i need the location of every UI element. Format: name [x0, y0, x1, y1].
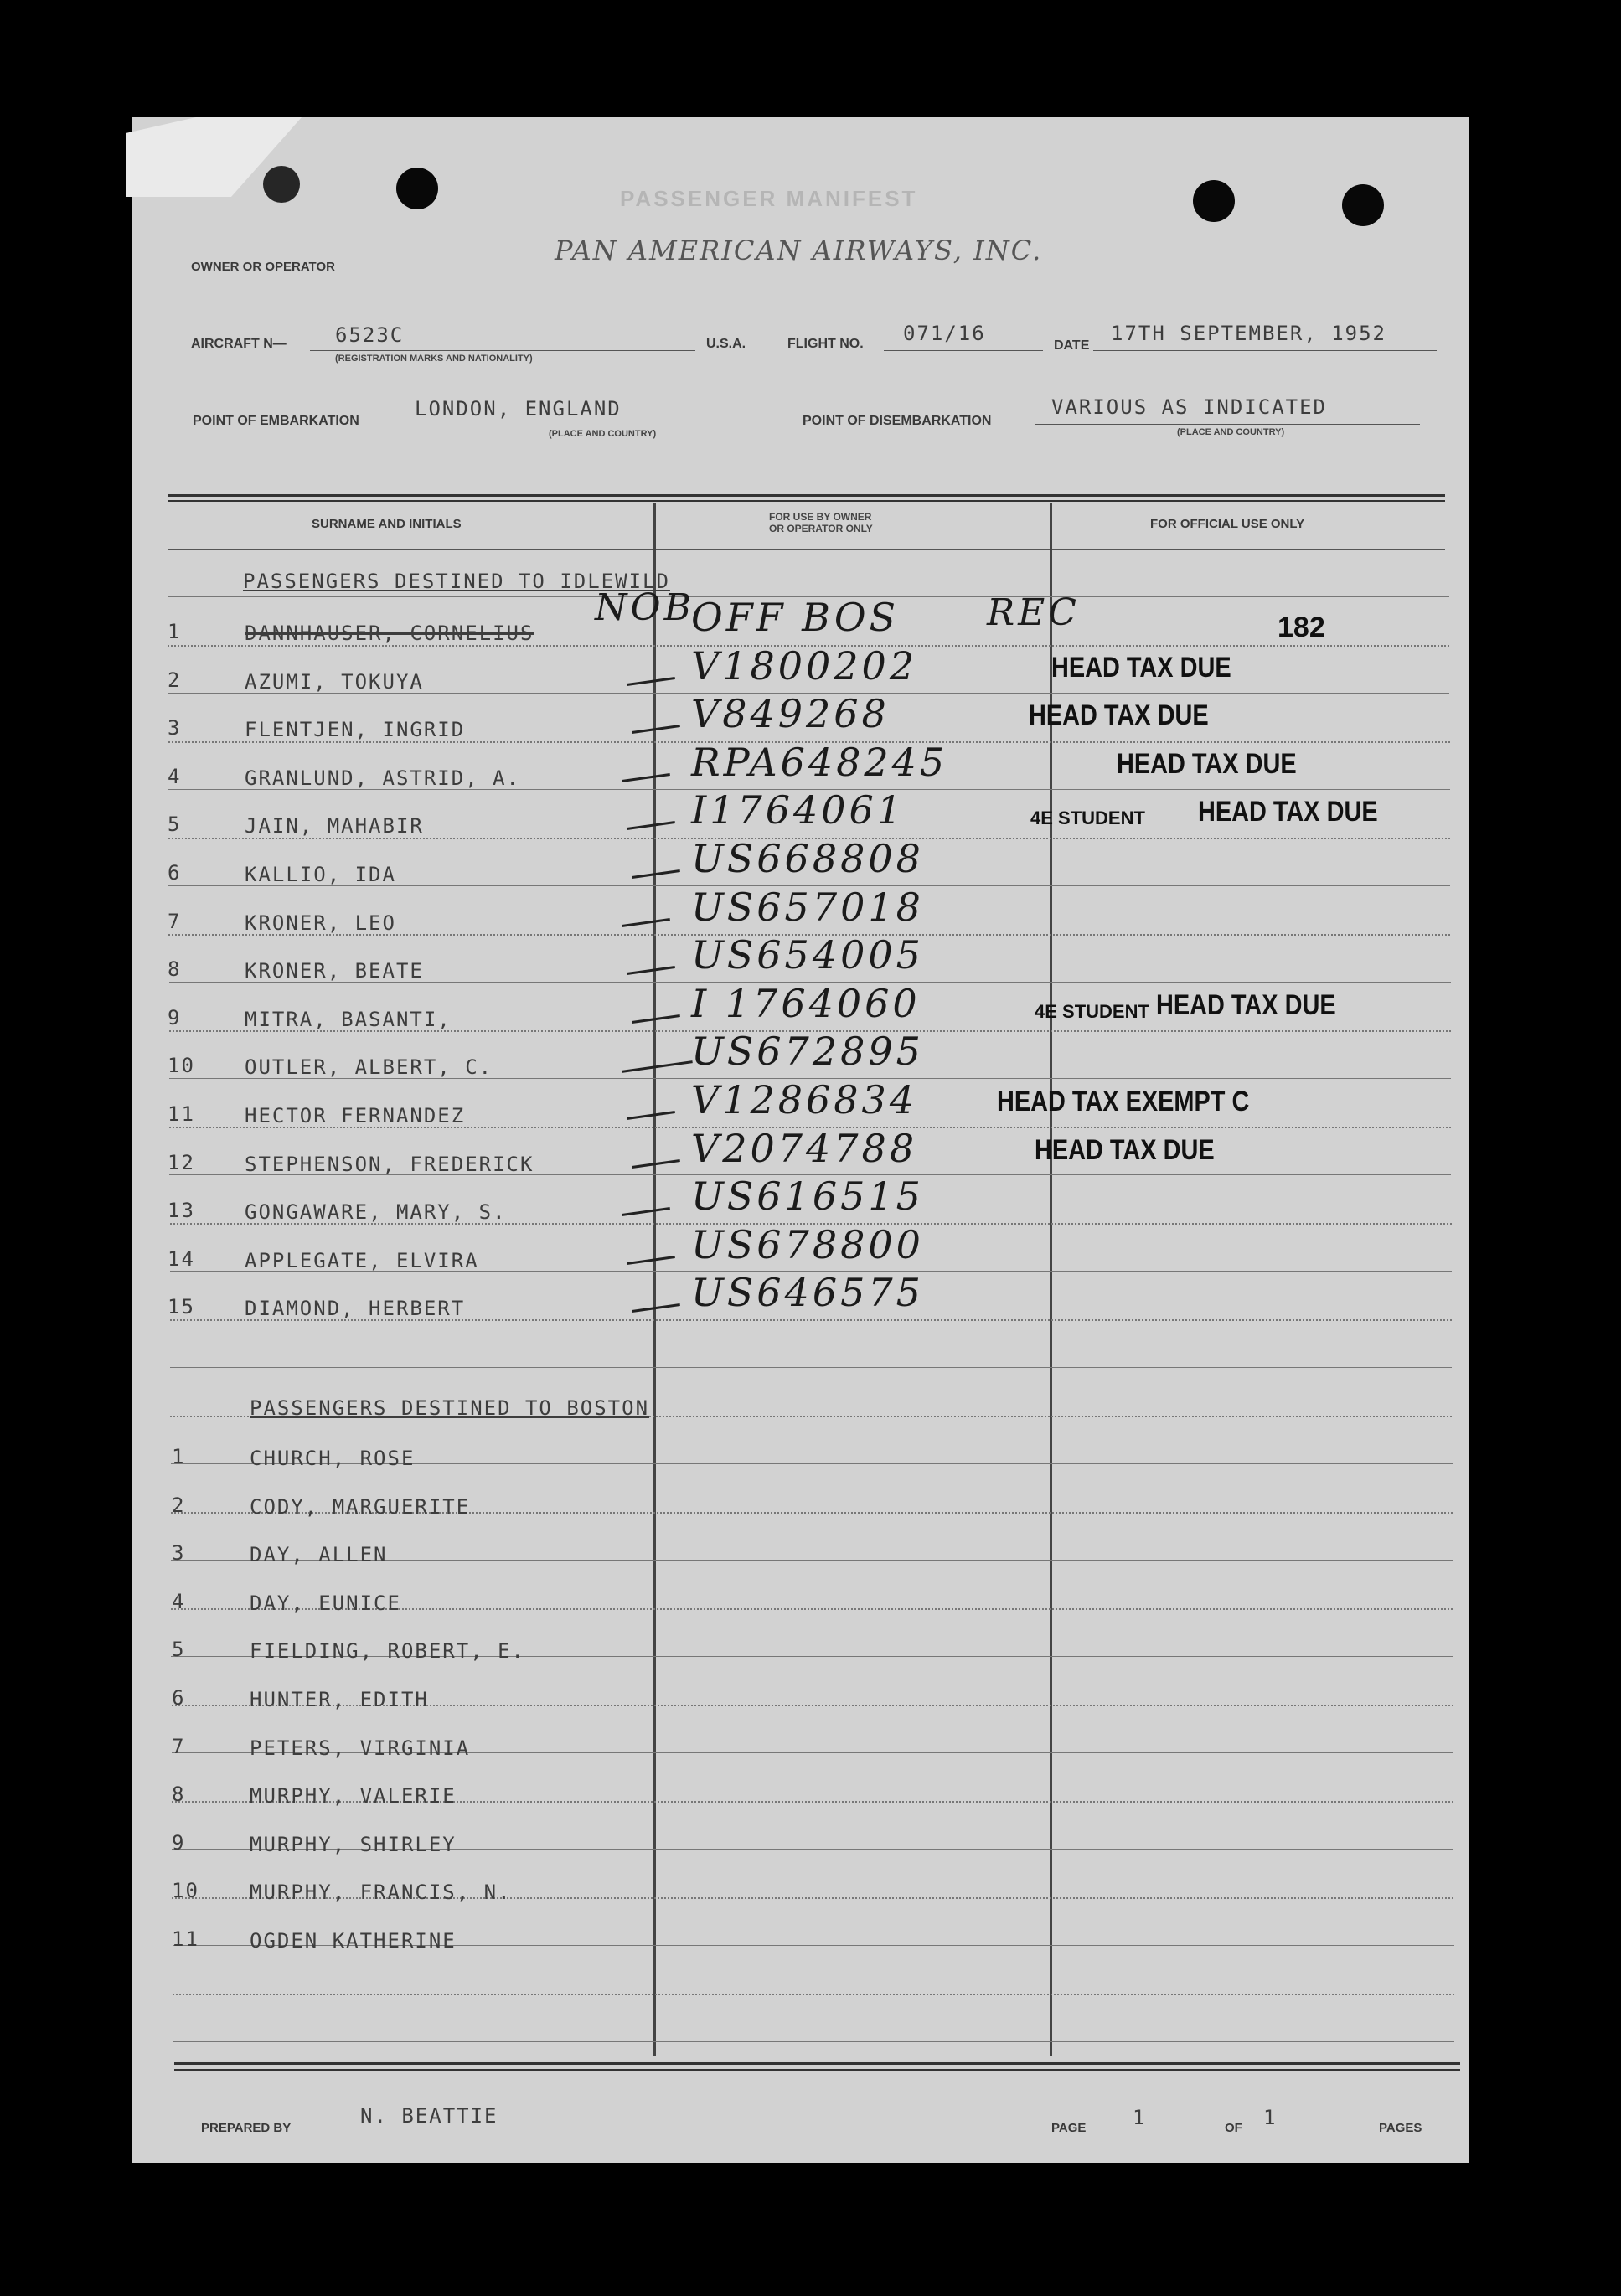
row-rule: [170, 1367, 1452, 1368]
embark-label: POINT OF EMBARKATION: [193, 414, 359, 428]
document-number: V1286834: [691, 1077, 918, 1122]
embark-sub: (PLACE AND COUNTRY): [549, 429, 657, 439]
passenger-name: OGDEN KATHERINE: [250, 1929, 457, 1953]
passenger-name: DANNHAUSER, CORNELIUS: [245, 622, 534, 645]
passenger-name: FLENTJEN, INGRID: [245, 718, 466, 741]
passenger-name: FIELDING, ROBERT, E.: [250, 1639, 525, 1663]
page-value: 1: [1133, 2106, 1147, 2129]
passenger-name: PETERS, VIRGINIA: [250, 1736, 471, 1760]
row-number: 4: [168, 765, 182, 788]
column-header-name: SURNAME AND INITIALS: [312, 517, 462, 531]
table-bottom-rule: [174, 2069, 1460, 2071]
punch-hole: [1193, 180, 1235, 222]
handwritten-mark: REC: [987, 591, 1080, 634]
punch-hole: [263, 166, 300, 203]
of-label: OF: [1225, 2121, 1242, 2135]
date-value: 17TH SEPTEMBER, 1952: [1111, 322, 1386, 345]
passenger-name: KALLIO, IDA: [245, 863, 396, 886]
handwritten-note: NOB: [595, 586, 694, 629]
row-rule: [173, 1994, 1454, 1995]
row-number: 7: [168, 910, 182, 933]
official-note: HEAD TAX DUE: [1029, 699, 1209, 731]
passenger-name: KRONER, BEATE: [245, 959, 424, 983]
row-number: 15: [168, 1295, 195, 1318]
column-divider: [1050, 503, 1052, 2056]
page-label: PAGE: [1051, 2121, 1087, 2135]
aircraft-value: 6523C: [335, 323, 405, 347]
passenger-name: MURPHY, VALERIE: [250, 1784, 457, 1808]
table-bottom-rule: [174, 2062, 1460, 2065]
passenger-name: APPLEGATE, ELVIRA: [245, 1249, 479, 1272]
row-number: 4: [172, 1590, 186, 1613]
owner-label: OWNER OR OPERATOR: [191, 260, 335, 274]
aircraft-sub: (REGISTRATION MARKS AND NATIONALITY): [335, 353, 533, 364]
row-number: 14: [168, 1247, 195, 1271]
prepared-value: N. BEATTIE: [360, 2104, 498, 2128]
passenger-name: OUTLER, ALBERT, C.: [245, 1055, 493, 1079]
passenger-name: AZUMI, TOKUYA: [245, 670, 424, 694]
column-header-owner: FOR USE BY OWNER: [769, 511, 872, 523]
section-heading: PASSENGERS DESTINED TO IDLEWILD: [243, 570, 670, 593]
official-note: HEAD TAX DUE: [1198, 796, 1378, 828]
document-number: I1764061: [691, 787, 906, 833]
row-rule: [173, 2041, 1454, 2042]
row-number: 12: [168, 1151, 195, 1174]
official-prefix: 4E STUDENT: [1030, 807, 1145, 828]
passenger-name: MITRA, BASANTI,: [245, 1008, 452, 1031]
passenger-name: MURPHY, FRANCIS, N.: [250, 1881, 512, 1904]
table-top-rule: [168, 494, 1445, 497]
row-number: 1: [172, 1445, 186, 1468]
document-number: US657018: [691, 885, 924, 930]
document-number: US616515: [691, 1174, 924, 1219]
row-number: 11: [168, 1102, 195, 1126]
document-number: US678800: [691, 1222, 924, 1267]
document-number: US668808: [691, 836, 924, 881]
row-number: 9: [172, 1831, 186, 1855]
row-number: 10: [168, 1054, 195, 1077]
document-number: US654005: [691, 932, 924, 978]
row-number: 3: [172, 1541, 186, 1565]
document-number: US672895: [691, 1029, 924, 1074]
disembark-value: VARIOUS AS INDICATED: [1051, 395, 1327, 419]
row-number: 7: [172, 1735, 186, 1758]
embark-value: LONDON, ENGLAND: [415, 397, 622, 421]
column-header-owner-2: OR OPERATOR ONLY: [769, 523, 873, 534]
usa-label: U.S.A.: [706, 337, 746, 351]
passenger-name: CHURCH, ROSE: [250, 1447, 416, 1470]
flight-value: 071/16: [903, 322, 986, 345]
row-number: 3: [168, 716, 182, 740]
pages-label: PAGES: [1379, 2121, 1422, 2135]
official-note: HEAD TAX EXEMPT C: [997, 1086, 1250, 1117]
passenger-name: HECTOR FERNANDEZ: [245, 1104, 466, 1127]
passenger-name: DIAMOND, HERBERT: [245, 1297, 466, 1320]
passenger-name: DAY, EUNICE: [250, 1592, 401, 1615]
row-number: 5: [172, 1638, 186, 1661]
document-number: US646575: [691, 1270, 924, 1315]
punch-hole: [1342, 184, 1384, 226]
passenger-name: DAY, ALLEN: [250, 1543, 388, 1566]
document-number: V2074788: [691, 1126, 918, 1171]
row-number: 8: [172, 1783, 186, 1806]
passenger-name: CODY, MARGUERITE: [250, 1495, 471, 1519]
underline: [884, 350, 1043, 351]
document-number: V849268: [691, 691, 890, 736]
document-number: RPA648245: [691, 740, 948, 785]
airline-name: PAN AMERICAN AIRWAYS, INC.: [555, 235, 1043, 266]
passenger-name: KRONER, LEO: [245, 911, 396, 935]
underline: [1035, 424, 1420, 425]
row-number: 9: [168, 1006, 182, 1029]
row-number: 6: [168, 861, 182, 885]
official-note: HEAD TAX DUE: [1051, 652, 1231, 684]
disembark-sub: (PLACE AND COUNTRY): [1177, 427, 1285, 437]
official-prefix: 4E STUDENT: [1035, 1001, 1149, 1022]
section-heading: PASSENGERS DESTINED TO BOSTON: [250, 1396, 650, 1420]
prepared-label: PREPARED BY: [201, 2121, 292, 2135]
row-number: 1: [168, 620, 182, 643]
disembark-label: POINT OF DISEMBARKATION: [803, 414, 992, 428]
official-note: HEAD TAX DUE: [1117, 748, 1297, 780]
document-number: I 1764060: [691, 981, 921, 1026]
punch-hole: [396, 168, 438, 209]
document-number: V1800202: [691, 643, 918, 689]
passenger-name: GRANLUND, ASTRID, A.: [245, 766, 520, 790]
row-number: 10: [172, 1879, 199, 1902]
column-header-official: FOR OFFICIAL USE ONLY: [1150, 517, 1305, 531]
passenger-name: JAIN, MAHABIR: [245, 814, 424, 838]
official-note: HEAD TAX DUE: [1156, 989, 1336, 1021]
table-top-rule: [168, 500, 1445, 502]
passenger-name: HUNTER, EDITH: [250, 1688, 429, 1711]
passenger-name: MURPHY, SHIRLEY: [250, 1833, 457, 1856]
underline: [1093, 350, 1437, 351]
row-number: 8: [168, 957, 182, 981]
row-number: 5: [168, 813, 182, 836]
document-number: OFF BOS: [691, 595, 900, 640]
passenger-name: STEPHENSON, FREDERICK: [245, 1153, 534, 1176]
flight-label: FLIGHT NO.: [787, 337, 864, 351]
row-number: 13: [168, 1199, 195, 1222]
row-number: 6: [172, 1686, 186, 1710]
row-number: 2: [172, 1494, 186, 1517]
column-divider: [653, 503, 656, 2056]
aircraft-label: AIRCRAFT N—: [191, 337, 287, 351]
date-label: DATE: [1054, 338, 1090, 353]
underline: [310, 350, 695, 351]
official-note: HEAD TAX DUE: [1035, 1134, 1215, 1166]
page-count: 182: [1278, 611, 1325, 643]
of-value: 1: [1263, 2106, 1278, 2129]
row-number: 2: [168, 668, 182, 692]
header-rule: [168, 549, 1445, 550]
passenger-name: GONGAWARE, MARY, S.: [245, 1200, 507, 1224]
row-number: 11: [172, 1927, 199, 1951]
form-title: PASSENGER MANIFEST: [620, 186, 918, 211]
